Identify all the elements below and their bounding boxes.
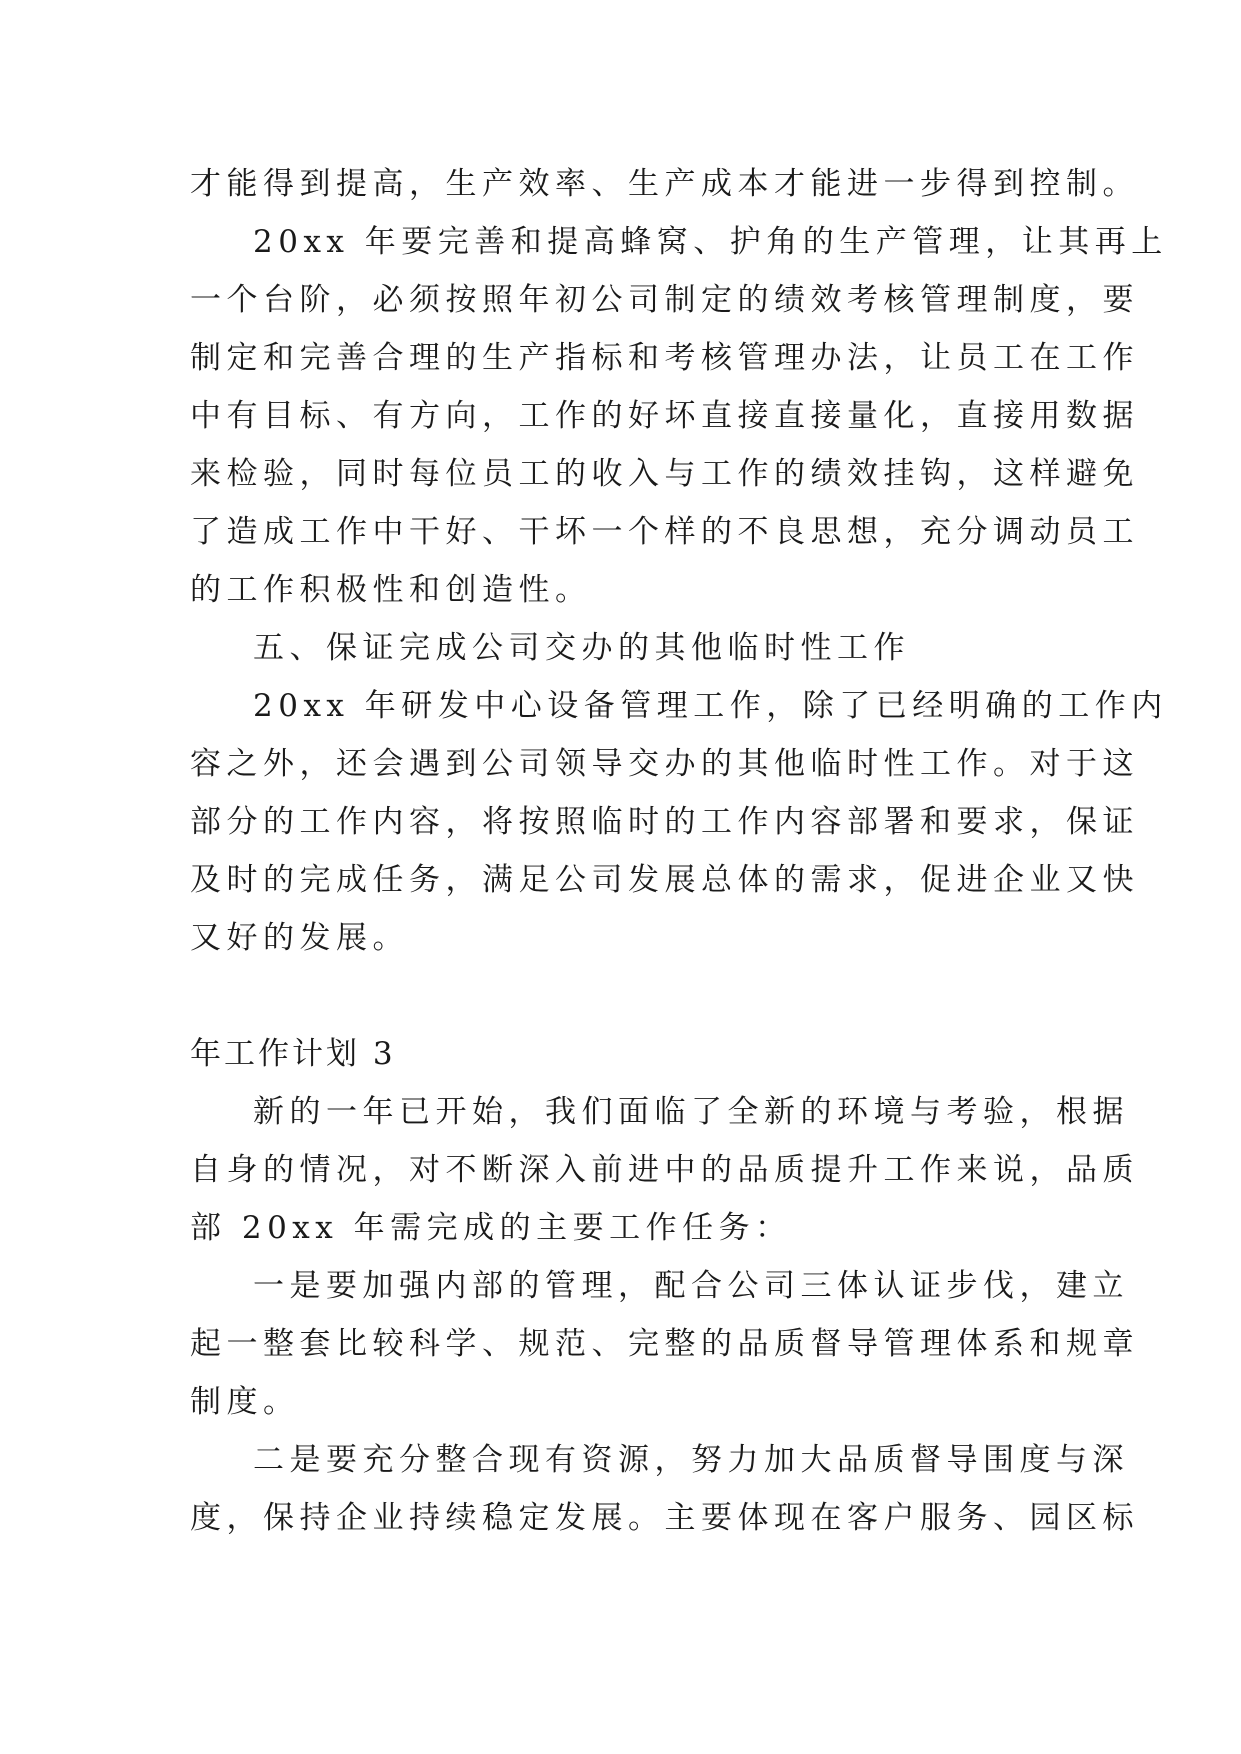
text-line: 二是要充分整合现有资源，努力加大品质督导围度与深: [253, 1442, 1129, 1478]
section-title: 年工作计划 3: [190, 1036, 396, 1072]
text-line: 一个台阶，必须按照年初公司制定的绩效考核管理制度，要: [190, 282, 1139, 318]
text-line: 部分的工作内容，将按照临时的工作内容部署和要求，保证: [190, 804, 1139, 840]
text-line: 20xx 年要完善和提高蜂窝、护角的生产管理，让其再上: [253, 224, 1168, 260]
text-line: 一是要加强内部的管理，配合公司三体认证步伐，建立: [253, 1268, 1129, 1304]
text-line: 来检验，同时每位员工的收入与工作的绩效挂钩，这样避免: [190, 456, 1139, 492]
text-line: 制定和完善合理的生产指标和考核管理办法，让员工在工作: [190, 340, 1139, 376]
text-line: 的工作积极性和创造性。: [190, 572, 592, 608]
text-line: 及时的完成任务，满足公司发展总体的需求，促进企业又快: [190, 862, 1139, 898]
text-line: 度，保持企业持续稳定发展。主要体现在客户服务、园区标: [190, 1500, 1139, 1536]
text-line: 自身的情况，对不断深入前进中的品质提升工作来说，品质: [190, 1152, 1139, 1188]
text-line: 部 20xx 年需完成的主要工作任务：: [190, 1210, 792, 1246]
text-line: 制度。: [190, 1384, 300, 1420]
section-heading: 五、保证完成公司交办的其他临时性工作: [253, 630, 910, 666]
text-line: 了造成工作中干好、干坏一个样的不良思想，充分调动员工: [190, 514, 1139, 550]
text-line: 新的一年已开始，我们面临了全新的环境与考验，根据: [253, 1094, 1129, 1130]
text-line: 中有目标、有方向，工作的好坏直接直接量化，直接用数据: [190, 398, 1139, 434]
text-line: 才能得到提高，生产效率、生产成本才能进一步得到控制。: [190, 166, 1139, 202]
text-line: 容之外，还会遇到公司领导交办的其他临时性工作。对于这: [190, 746, 1139, 782]
text-line: 20xx 年研发中心设备管理工作，除了已经明确的工作内: [253, 688, 1168, 724]
text-line: 又好的发展。: [190, 920, 409, 956]
text-line: 起一整套比较科学、规范、完整的品质督导管理体系和规章: [190, 1326, 1139, 1362]
